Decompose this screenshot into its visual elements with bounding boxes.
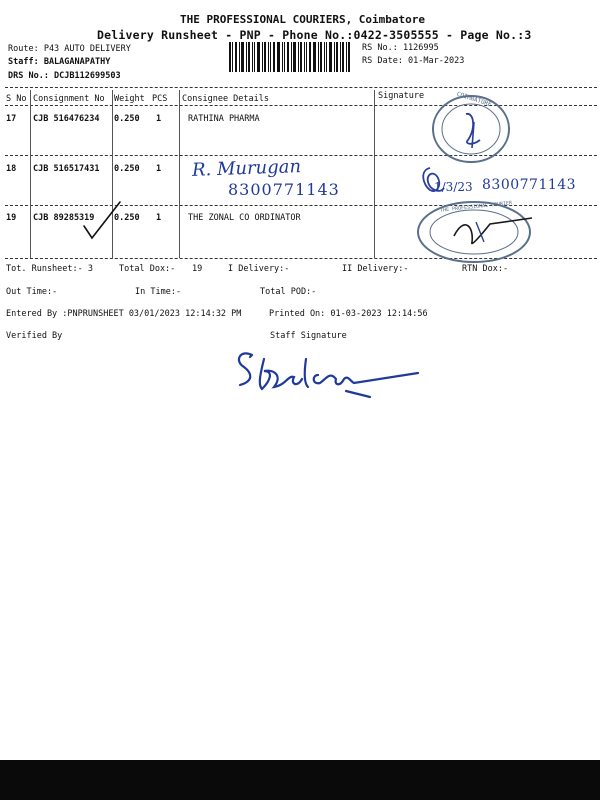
row-consignee: RATHINA PHARMA	[188, 114, 260, 124]
in-time: In Time:-	[135, 287, 182, 297]
scan-edge-shadow	[0, 760, 600, 800]
rtn-dox: RTN Dox:-	[462, 264, 509, 274]
column-header-pcs: PCS	[152, 94, 168, 104]
drs-number: DRS No.: DCJB112699503	[8, 71, 121, 81]
ii-delivery: II Delivery:-	[342, 264, 409, 274]
row-pcs: 1	[156, 114, 162, 124]
column-divider	[179, 90, 180, 258]
route: Route: P43 AUTO DELIVERY	[8, 44, 131, 54]
handwritten-recipient-name: R. Murugan	[191, 156, 302, 181]
row-consignee: THE ZONAL CO ORDINATOR	[188, 213, 301, 223]
row-pcs: 1	[156, 213, 162, 223]
total-dox-value: 19	[192, 264, 203, 274]
column-header-signature: Signature	[378, 91, 425, 101]
document-title: Delivery Runsheet - PNP - Phone No.:0422-3505555 - Page No.:3	[97, 28, 532, 42]
row-pcs: 1	[156, 164, 162, 174]
row-sno: 18	[6, 164, 17, 174]
rs-number: RS No.: 1126995	[362, 43, 439, 53]
company-stamp-icon	[428, 92, 514, 166]
out-time: Out Time:-	[6, 287, 58, 297]
row-weight: 0.250	[114, 114, 140, 124]
total-dox-label: Total Dox:-	[119, 264, 176, 274]
staff-signature-label: Staff Signature	[270, 331, 347, 341]
total-runsheet: Tot. Runsheet:- 3	[6, 264, 93, 274]
column-header-sno: S No	[6, 94, 27, 104]
column-header-weight: Weight	[114, 94, 145, 104]
row-weight: 0.250	[114, 213, 140, 223]
entered-by: Entered By :PNPRUNSHEET 03/01/2023 12:14:32 PM	[6, 309, 242, 319]
check-mark-icon	[80, 198, 124, 244]
company-name: THE PROFESSIONAL COURIERS, Coimbatore	[180, 13, 426, 26]
table-top-rule	[5, 87, 597, 88]
row-consignment: CJB 516517431	[33, 164, 100, 174]
printed-on: Printed On: 01-03-2023 12:14:56	[269, 309, 428, 319]
column-divider	[30, 90, 31, 258]
row-sno: 17	[6, 114, 17, 124]
stamp-text: THE PROFESSIONAL COURIER	[439, 200, 513, 214]
row-sno: 19	[6, 213, 17, 223]
column-divider	[374, 90, 375, 258]
column-header-consignee: Consignee Details	[182, 94, 269, 104]
row-consignment: CJB 516476234	[33, 114, 100, 124]
column-header-consignment: Consignment No	[33, 94, 105, 104]
rs-date: RS Date: 01-Mar-2023	[362, 56, 465, 66]
i-delivery: I Delivery:-	[228, 264, 290, 274]
staff-name: Staff: BALAGANAPATHY	[8, 57, 111, 67]
verified-by: Verified By	[6, 331, 63, 341]
handwritten-delivery-date: 1/3/23	[434, 180, 473, 194]
handwritten-recipient-phone: 8300771143	[228, 180, 340, 199]
total-pod: Total POD:-	[260, 287, 317, 297]
row-consignment: CJB 89285319	[33, 213, 95, 223]
handwritten-delivery-phone: 8300771143	[482, 177, 577, 193]
stamp-text: COIMBATORE	[455, 90, 493, 109]
row-weight: 0.250	[114, 164, 140, 174]
barcode	[229, 42, 351, 72]
staff-signature-icon	[230, 345, 420, 415]
